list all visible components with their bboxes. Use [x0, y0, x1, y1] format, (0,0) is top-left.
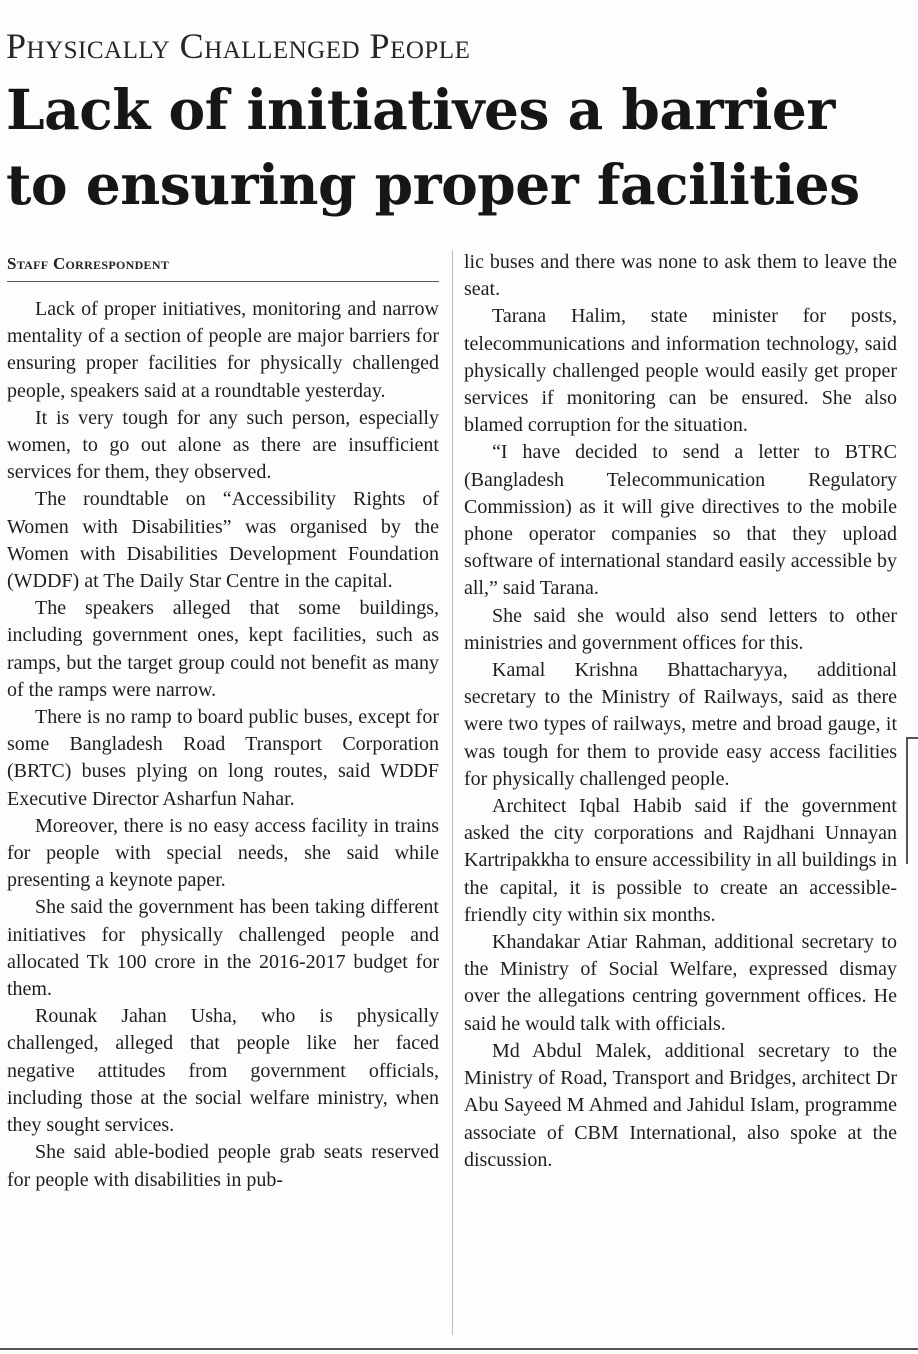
paragraph: Lack of proper initiatives, monitoring and narrow mentality of a section of people are major barriers for ensuring proper facilities for physically challenged people, speakers said at a roundtable yesterday.	[7, 298, 439, 402]
bottom-divider	[0, 1348, 918, 1350]
paragraph: Rounak Jahan Usha, who is physically challenged, alleged that people like her faced negative attitudes from government officials, including those at the social welfare ministry, when they sought services.	[7, 1005, 439, 1137]
section-kicker: Physically Challenged People	[6, 26, 471, 66]
byline: Staff Correspondent	[7, 253, 439, 282]
paragraph: “I have decided to send a letter to BTRC (Bangladesh Telecommunication Regulatory Commission) as it will give directives to the mobile phone operator companies so that they upload software of international standard easily accessible by all,” said Tarana.	[464, 441, 897, 600]
paragraph: She said she would also send letters to other ministries and government offices for this.	[464, 604, 897, 654]
left-column	[7, 296, 439, 1194]
paragraph: Tarana Halim, state minister for posts, telecommunications and information technology, said physically challenged people would easily get proper services if monitoring can be ensured. She also blamed corruption for the situation.	[464, 305, 897, 437]
adjacent-article-edge	[906, 737, 918, 864]
column-divider	[452, 250, 453, 1335]
right-column	[464, 249, 897, 1174]
paragraph: Architect Iqbal Habib said if the government asked the city corporations and Rajdhani Unnayan Kartripakkha to ensure accessibility in all buildings in the capital, it is possible to create an accessible-friendly city within six months.	[464, 795, 897, 926]
paragraph: lic buses and there was none to ask them to leave the seat.	[464, 251, 897, 301]
paragraph: Md Abdul Malek, additional secretary to the Ministry of Road, Transport and Bridges, architect Dr Abu Sayeed M Ahmed and Jahidul Islam, programme associate of CBM International, also spoke at the discussion.	[464, 1039, 897, 1171]
paragraph: Kamal Krishna Bhattacharyya, additional secretary to the Ministry of Railways, said as there were two types of railways, metre and broad gauge, it was tough for them to provide easy access facilities for physically challenged people.	[464, 659, 897, 790]
article-headline: Lack of initiatives a barrier to ensuring proper facilities	[6, 77, 860, 217]
paragraph: She said able-bodied people grab seats reserved for people with disabilities in pub-	[7, 1141, 439, 1191]
paragraph: It is very tough for any such person, especially women, to go out alone as there are insufficient services for them, they observed.	[7, 406, 439, 484]
paragraph: The speakers alleged that some buildings, including government ones, kept facilities, such as ramps, but the target group could not benefit as many of the ramps were narrow.	[7, 597, 439, 701]
paragraph: The roundtable on “Accessibility Rights of Women with Disabilities” was organised by the Women with Disabilities Development Foundation (WDDF) at The Daily Star Centre in the capital.	[7, 488, 439, 593]
paragraph: There is no ramp to board public buses, except for some Bangladesh Road Transport Corporation (BRTC) buses plying on long routes, said WDDF Executive Director Asharfun Nahar.	[7, 706, 439, 810]
paragraph: Khandakar Atiar Rahman, additional secretary to the Ministry of Social Welfare, expressed dismay over the allegations centring government offices. He said he would talk with officials.	[464, 931, 897, 1035]
paragraph: She said the government has been taking different initiatives for physically challenged people and allocated Tk 100 crore in the 2016-2017 budget for them.	[7, 896, 439, 1001]
paragraph: Moreover, there is no easy access facility in trains for people with special needs, she said while presenting a keynote paper.	[7, 814, 439, 892]
